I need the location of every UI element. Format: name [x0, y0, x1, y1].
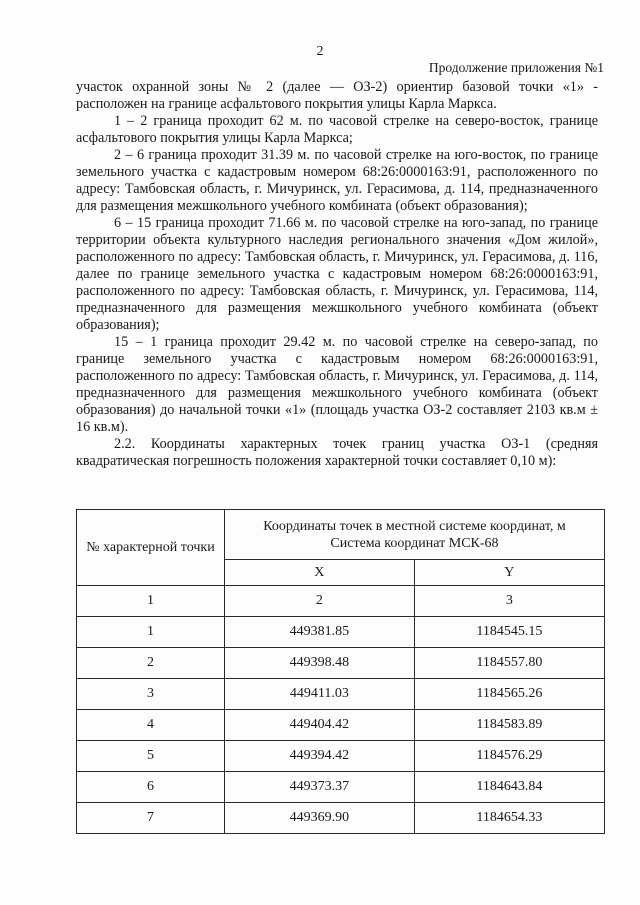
x-coordinate-cell: 449398.48 [224, 648, 414, 679]
document-body [76, 79, 598, 470]
point-number-cell: 7 [77, 803, 225, 834]
page-number: 2 [316, 44, 324, 59]
paragraph-segment-6-15: 6 – 15 граница проходит 71.66 м. по часовой стрелке на юго-запад, по границе территории объекта культурного наследия регионального значения «Дом жилой», расположенного по адресу: Тамбовская область, г. Мичуринск, ул. Герасимова, д. 116, далее по границе земельного участка с кадастровым номером 68:26:0000163:91, расположенного по адресу: Тамбовская область, г. Мичуринск, ул. Герасимова, 114, предназначенного для размещения межшкольного учебного комбината (объект образования); [76, 215, 598, 333]
paragraph-segment-1-2: 1 – 2 граница проходит 62 м. по часовой стрелке на северо-восток, границе асфальтового покрытия улицы Карла Маркса; [76, 113, 598, 146]
x-coordinate-cell: 449381.85 [224, 617, 414, 648]
y-coordinate-cell: 1184545.15 [414, 617, 604, 648]
point-number-cell: 6 [77, 772, 225, 803]
point-number-cell: 2 [77, 648, 225, 679]
column-index-cell: 1 [77, 586, 225, 617]
table-row [77, 617, 605, 648]
table-row [77, 772, 605, 803]
x-coordinate-cell: 449411.03 [224, 679, 414, 710]
y-coordinate-cell: 1184565.26 [414, 679, 604, 710]
table-row [77, 741, 605, 772]
coordinates-header [224, 510, 604, 560]
table-row [77, 648, 605, 679]
column-index-cell: 2 [224, 586, 414, 617]
x-coordinate-cell: 449369.90 [224, 803, 414, 834]
column-index-cell: 3 [414, 586, 604, 617]
point-number-header: № характерной точки [77, 510, 225, 586]
y-header: Y [414, 560, 604, 586]
x-coordinate-cell: 449373.37 [224, 772, 414, 803]
paragraph-segment-2-6: 2 – 6 граница проходит 31.39 м. по часовой стрелке на юго-восток, по границе земельного участка с кадастровым номером 68:26:0000163:91, расположенного по адресу: Тамбовская область, г. Мичуринск, ул. Герасимова, д. 114, предназначенного для размещения межшкольного учебного комбината (объект образования); [76, 147, 598, 214]
table-row [77, 803, 605, 834]
y-coordinate-cell: 1184654.33 [414, 803, 604, 834]
point-number-cell: 1 [77, 617, 225, 648]
y-coordinate-cell: 1184576.29 [414, 741, 604, 772]
x-coordinate-cell: 449394.42 [224, 741, 414, 772]
point-number-cell: 5 [77, 741, 225, 772]
column-index-row [77, 586, 605, 617]
y-coordinate-cell: 1184583.89 [414, 710, 604, 741]
point-number-cell: 3 [77, 679, 225, 710]
paragraph-intro: участок охранной зоны № 2 (далее — ОЗ-2) ориентир базовой точки «1» - расположен на границе асфальтового покрытия улицы Карла Маркса. [76, 79, 598, 112]
coordinates-header-line1: Координаты точек в местной системе координат, м [263, 518, 566, 534]
y-coordinate-cell: 1184557.80 [414, 648, 604, 679]
table-row [77, 679, 605, 710]
x-header: X [224, 560, 414, 586]
paragraph-section-2-2: 2.2. Координаты характерных точек границ участка ОЗ-1 (средняя квадратическая погрешность положения характерной точки составляет 0,10 м): [76, 436, 598, 469]
coordinates-table [76, 509, 605, 834]
x-coordinate-cell: 449404.42 [224, 710, 414, 741]
paragraph-segment-15-1: 15 – 1 граница проходит 29.42 м. по часовой стрелке на северо-запад, по границе земельного участка с кадастровым номером 68:26:0000163:91, расположенного по адресу: Тамбовская область, г. Мичуринск, ул. Герасимова, д. 114, предназначенного для размещения межшкольного учебного комбината (объект образования) до начальной точки «1» (площадь участка ОЗ-2 составляет 2103 кв.м ± 16 кв.м). [76, 334, 598, 435]
table-row [77, 710, 605, 741]
appendix-note: Продолжение приложения №1 [428, 60, 604, 75]
point-number-cell: 4 [77, 710, 225, 741]
coordinates-header-line2: Система координат МСК-68 [330, 535, 499, 551]
y-coordinate-cell: 1184643.84 [414, 772, 604, 803]
